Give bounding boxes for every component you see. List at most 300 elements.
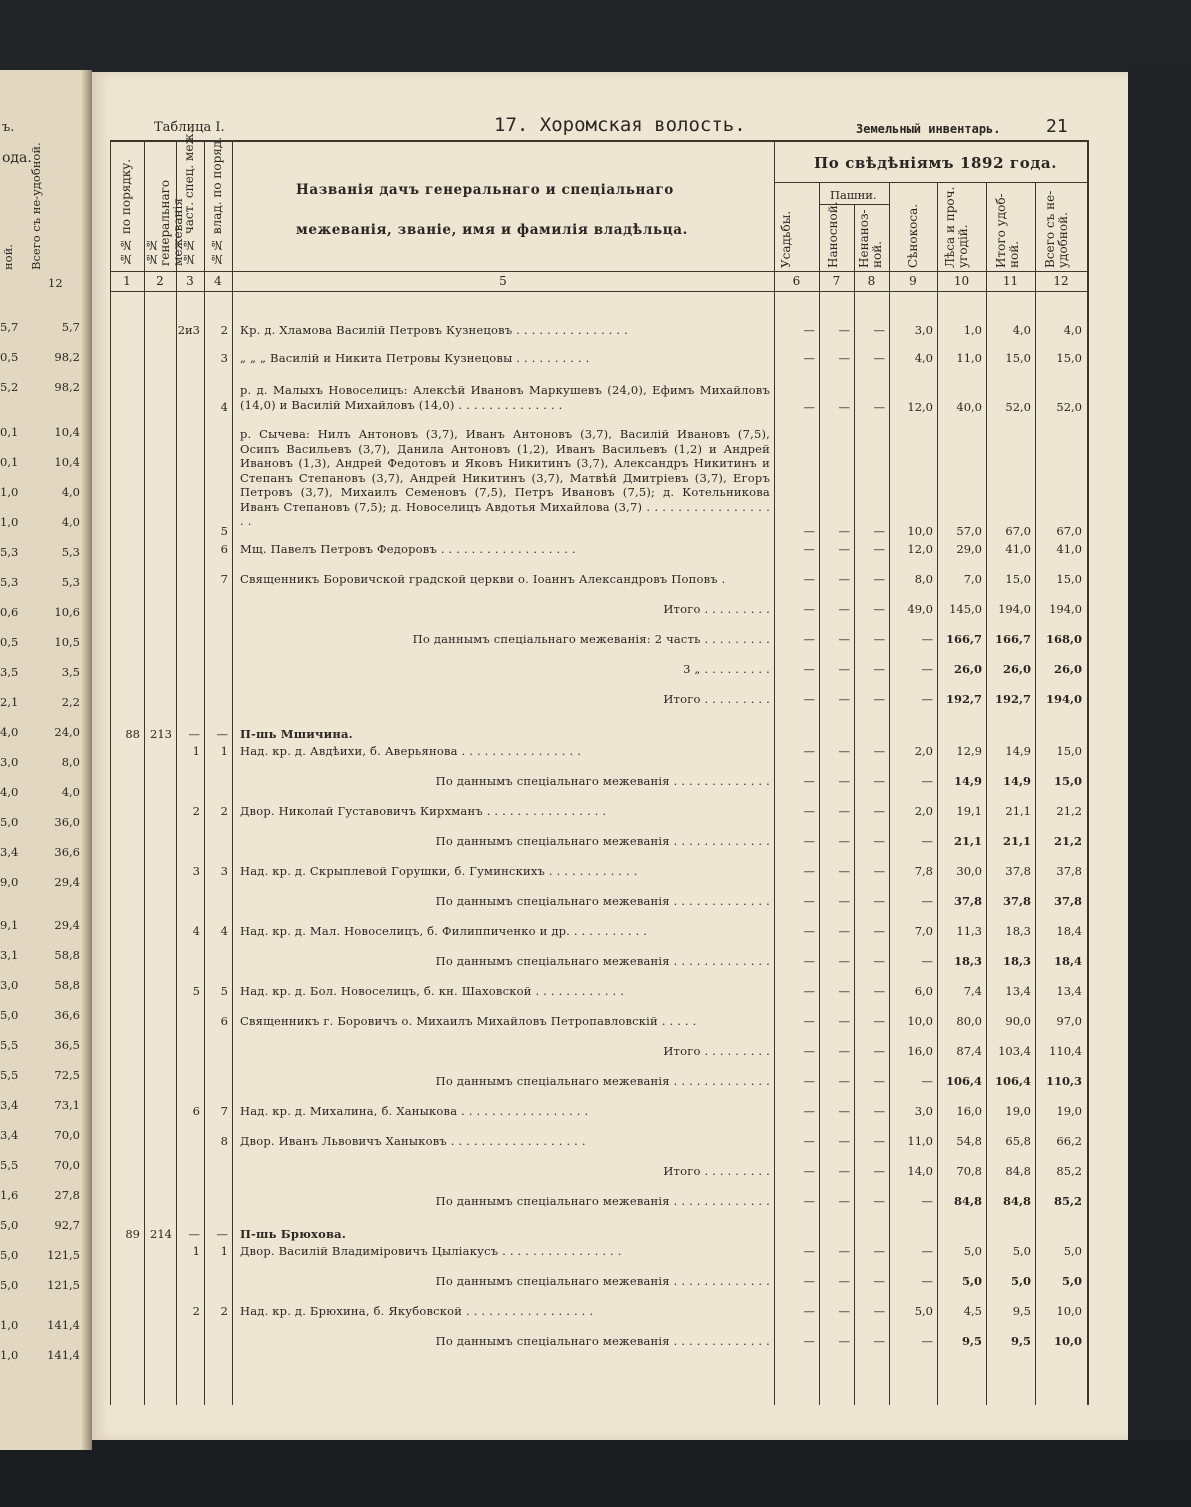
row-18-c11: 18,3	[1002, 954, 1031, 968]
group-title: По свѣдѣніямъ 1892 года.	[814, 154, 1058, 172]
left-value-b-1: 98,2	[54, 350, 80, 364]
row-4-c7: —	[838, 542, 850, 556]
col-number-5: 5	[499, 274, 507, 288]
col-number-10: 10	[953, 274, 970, 288]
row-1-c10: 11,0	[956, 351, 982, 365]
row-14-c7: —	[838, 834, 850, 848]
row-12-c10: 14,9	[953, 774, 982, 788]
row-30-c7: —	[838, 1304, 850, 1318]
row-24-c10: 54,8	[956, 1134, 982, 1148]
row-20-c6: —	[803, 1014, 815, 1028]
row-13-c8: —	[873, 804, 885, 818]
row-23-c8: —	[873, 1104, 885, 1118]
row-2-c10: 40,0	[956, 400, 982, 414]
row-13-c6: —	[803, 804, 815, 818]
left-value-b-10: 10,5	[54, 635, 80, 649]
row-21-c8: —	[873, 1044, 885, 1058]
row-14-c8: —	[873, 834, 885, 848]
row-21-c12: 110,4	[1049, 1044, 1082, 1058]
row-9-c11: 192,7	[994, 692, 1031, 706]
col-number-1: 1	[123, 274, 131, 288]
row-11-c6: —	[803, 744, 815, 758]
left-header-fragment: ъ.	[2, 120, 15, 135]
left-value-b-11: 3,5	[61, 665, 80, 679]
row-22-c12: 110,3	[1045, 1074, 1082, 1088]
row-14-c11: 21,1	[1002, 834, 1031, 848]
left-value-a-35: 1,0	[0, 1348, 19, 1362]
left-value-b-24: 36,5	[54, 1038, 80, 1052]
row-9-c8: —	[873, 692, 885, 706]
row-19-c8: —	[873, 984, 885, 998]
row-28-c7: —	[838, 1244, 850, 1258]
row-2-c7: —	[838, 400, 850, 414]
row-28-c6: —	[803, 1244, 815, 1258]
left-value-a-11: 3,5	[0, 665, 19, 679]
row-30-description: Над. кр. д. Брюхина, б. Якубовской . . . . . . . . . . . . . . . . .	[240, 1304, 594, 1318]
row-12-c7: —	[838, 774, 850, 788]
row-5-c6: —	[803, 572, 815, 586]
left-value-a-10: 0,5	[0, 635, 19, 649]
document-page	[92, 72, 1128, 1440]
col-number-6: 6	[792, 274, 801, 288]
row-2-c4: 4	[220, 400, 228, 414]
row-29-c10: 5,0	[961, 1274, 982, 1288]
row-2-c11: 52,0	[1005, 400, 1031, 414]
left-value-b-17: 36,6	[54, 845, 80, 859]
row-10-c2: 213	[150, 727, 172, 741]
left-value-b-26: 73,1	[54, 1098, 80, 1112]
row-26-c8: —	[873, 1194, 885, 1208]
row-28-c10: 5,0	[963, 1244, 982, 1258]
row-5-description: Священникъ Боровичской градской церкви о. Іоаннъ Александровъ Поповъ .	[240, 572, 726, 586]
left-value-b-6: 4,0	[61, 515, 80, 529]
col-number-2: 2	[156, 274, 164, 288]
left-value-b-0: 5,7	[61, 320, 80, 334]
row-22-description: По даннымъ спеціальнаго межеванія . . . . . . . . . . . . .	[435, 1074, 770, 1088]
left-value-a-29: 1,6	[0, 1188, 19, 1202]
row-16-description: По даннымъ спеціальнаго межеванія . . . . . . . . . . . . .	[435, 894, 770, 908]
row-30-c9: 5,0	[914, 1304, 933, 1318]
row-3-c7: —	[838, 524, 850, 538]
row-26-c6: —	[803, 1194, 815, 1208]
col-header-3: №№ част. спец. меж.	[182, 129, 196, 266]
left-value-b-8: 5,3	[61, 575, 80, 589]
row-17-c12: 18,4	[1056, 924, 1082, 938]
row-8-c6: —	[803, 662, 815, 676]
left-value-b-29: 27,8	[54, 1188, 80, 1202]
row-22-c6: —	[803, 1074, 815, 1088]
row-9-description: Итого . . . . . . . . .	[663, 692, 770, 706]
row-8-description: 3 „ . . . . . . . . .	[683, 662, 770, 676]
row-5-c9: 8,0	[914, 572, 933, 586]
row-30-c12: 10,0	[1056, 1304, 1082, 1318]
left-value-b-16: 36,0	[54, 815, 80, 829]
row-5-c8: —	[873, 572, 885, 586]
row-7-c12: 168,0	[1045, 632, 1082, 646]
left-value-a-2: 5,2	[0, 380, 19, 394]
left-value-a-18: 9,0	[0, 875, 19, 889]
row-19-c4: 5	[220, 984, 228, 998]
row-22-c10: 106,4	[945, 1074, 982, 1088]
row-18-c8: —	[873, 954, 885, 968]
row-4-c9: 12,0	[907, 542, 933, 556]
row-12-c8: —	[873, 774, 885, 788]
left-value-a-25: 5,5	[0, 1068, 19, 1082]
row-24-c9: 11,0	[907, 1134, 933, 1148]
row-0-c7: —	[838, 323, 850, 337]
row-31-description: По даннымъ спеціальнаго межеванія . . . . . . . . . . . . .	[435, 1334, 770, 1348]
row-22-c11: 106,4	[994, 1074, 1031, 1088]
left-value-a-6: 1,0	[0, 515, 19, 529]
row-4-c10: 29,0	[956, 542, 982, 556]
left-value-b-18: 29,4	[54, 875, 80, 889]
row-30-c4: 2	[220, 1304, 228, 1318]
row-8-c8: —	[873, 662, 885, 676]
row-20-c9: 10,0	[907, 1014, 933, 1028]
col-header-pashni: Пашни.	[830, 188, 877, 202]
row-29-c7: —	[838, 1274, 850, 1288]
left-value-b-14: 8,0	[61, 755, 80, 769]
row-24-c4: 8	[220, 1134, 228, 1148]
left-value-a-4: 0,1	[0, 455, 19, 469]
row-11-c3: 1	[192, 744, 200, 758]
col-header-6: Усадьбы.	[779, 210, 793, 268]
row-28-description: Двор. Василій Владиміровичъ Цыліакусъ . . . . . . . . . . . . . . . .	[240, 1244, 622, 1258]
row-19-description: Над. кр. д. Бол. Новоселицъ, б. кн. Шаховской . . . . . . . . . . . .	[240, 984, 625, 998]
row-0-c6: —	[803, 323, 815, 337]
col-line-4	[232, 140, 233, 1405]
left-value-b-21: 58,8	[54, 948, 80, 962]
row-8-c12: 26,0	[1053, 662, 1082, 676]
row-14-c9: —	[921, 834, 933, 848]
row-20-c7: —	[838, 1014, 850, 1028]
row-6-c10: 145,0	[949, 602, 982, 616]
row-2-c12: 52,0	[1056, 400, 1082, 414]
row-21-c7: —	[838, 1044, 850, 1058]
row-6-description: Итого . . . . . . . . .	[663, 602, 770, 616]
row-15-description: Над. кр. д. Скрыплевой Горушки, б. Гуминскихъ . . . . . . . . . . . .	[240, 864, 638, 878]
row-17-c11: 18,3	[1005, 924, 1031, 938]
row-10-c3: —	[188, 727, 200, 741]
col-number-7: 7	[832, 274, 841, 288]
left-value-a-23: 5,0	[0, 1008, 19, 1022]
row-28-c12: 5,0	[1063, 1244, 1082, 1258]
left-value-a-32: 5,0	[0, 1278, 19, 1292]
row-15-c11: 37,8	[1005, 864, 1031, 878]
row-9-c6: —	[803, 692, 815, 706]
row-8-c10: 26,0	[953, 662, 982, 676]
book-spine	[82, 70, 92, 1450]
row-31-c10: 9,5	[961, 1334, 982, 1348]
row-15-c9: 7,8	[914, 864, 933, 878]
row-3-c4: 5	[220, 524, 228, 538]
row-23-c10: 16,0	[956, 1104, 982, 1118]
row-23-c7: —	[838, 1104, 850, 1118]
col-line-1	[144, 140, 145, 1405]
row-15-c7: —	[838, 864, 850, 878]
row-27-heading: П-шь Брюхова.	[240, 1227, 347, 1241]
row-5-c10: 7,0	[963, 572, 982, 586]
row-27-c1: 89	[125, 1227, 140, 1241]
left-page-fragment	[0, 70, 92, 1450]
left-value-b-28: 70,0	[54, 1158, 80, 1172]
row-21-c11: 103,4	[998, 1044, 1031, 1058]
row-3-c12: 67,0	[1056, 524, 1082, 538]
row-5-c4: 7	[220, 572, 228, 586]
row-8-c7: —	[838, 662, 850, 676]
row-9-c7: —	[838, 692, 850, 706]
left-value-a-5: 1,0	[0, 485, 19, 499]
row-2-c8: —	[873, 400, 885, 414]
row-25-c8: —	[873, 1164, 885, 1178]
row-1-c11: 15,0	[1005, 351, 1031, 365]
row-20-c8: —	[873, 1014, 885, 1028]
col-line-8	[889, 182, 890, 1405]
left-value-b-15: 4,0	[61, 785, 80, 799]
row-16-c8: —	[873, 894, 885, 908]
row-19-c10: 7,4	[963, 984, 982, 998]
row-12-c11: 14,9	[1002, 774, 1031, 788]
row-5-c11: 15,0	[1005, 572, 1031, 586]
left-value-a-7: 5,3	[0, 545, 19, 559]
row-17-c9: 7,0	[914, 924, 933, 938]
row-3-description: р. Сычева: Нилъ Антоновъ (3,7), Иванъ Антоновъ (3,7), Василій Ивановъ (7,5), Осипъ Васильевъ (3,7), Данила Антоновъ (1,2), Иванъ Васильевъ (1,2) и Андрей Ивановъ (1,3), Андрей Федотовъ и Яковъ Никитинъ (3,7), Александръ Никитинъ и Степанъ Степановъ (3,7), Андрей Никитинъ (3,7), Матвѣй Дмитріевъ (3,7), Егоръ Петровъ (3,7), Михаилъ Семеновъ (7,5), Петръ Ивановъ (7,5); д. Котельникова Иванъ Степановъ (7,5); д. Новоселицъ Авдотья Михайлова (3,7) . . . . . . . . . . . . . . . . . .	[240, 427, 770, 528]
row-16-c6: —	[803, 894, 815, 908]
col-line-10	[986, 182, 987, 1405]
row-25-c7: —	[838, 1164, 850, 1178]
row-8-c9: —	[921, 662, 933, 676]
section-title: Земельный инвентарь.	[856, 122, 1001, 136]
left-value-a-22: 3,0	[0, 978, 19, 992]
scan-background-right	[1127, 60, 1191, 1460]
left-value-a-13: 4,0	[0, 725, 19, 739]
left-value-b-4: 10,4	[54, 455, 80, 469]
row-13-c7: —	[838, 804, 850, 818]
left-value-a-17: 3,4	[0, 845, 19, 859]
row-14-c10: 21,1	[953, 834, 982, 848]
row-7-c8: —	[873, 632, 885, 646]
col-line-6	[819, 182, 820, 1405]
left-value-a-15: 4,0	[0, 785, 19, 799]
row-28-c8: —	[873, 1244, 885, 1258]
row-15-c12: 37,8	[1056, 864, 1082, 878]
row-12-c6: —	[803, 774, 815, 788]
row-4-c8: —	[873, 542, 885, 556]
row-3-c10: 57,0	[956, 524, 982, 538]
row-22-c9: —	[921, 1074, 933, 1088]
row-23-c3: 6	[192, 1104, 200, 1118]
scan-background-top	[0, 0, 1191, 78]
left-value-a-28: 5,5	[0, 1158, 19, 1172]
row-17-c8: —	[873, 924, 885, 938]
row-24-c8: —	[873, 1134, 885, 1148]
row-20-c4: 6	[220, 1014, 228, 1028]
table-top-rule	[110, 140, 1087, 142]
col-header-9: Сѣнокоса.	[906, 203, 920, 268]
row-23-c11: 19,0	[1005, 1104, 1031, 1118]
row-0-c3: 2и3	[177, 323, 200, 337]
left-value-a-0: 5,7	[0, 320, 19, 334]
row-26-description: По даннымъ спеціальнаго межеванія . . . . . . . . . . . . .	[435, 1194, 770, 1208]
left-header-fragment-2: ода.	[2, 150, 32, 166]
row-31-c8: —	[873, 1334, 885, 1348]
row-22-c8: —	[873, 1074, 885, 1088]
row-6-c9: 49,0	[907, 602, 933, 616]
row-6-c8: —	[873, 602, 885, 616]
row-20-c12: 97,0	[1056, 1014, 1082, 1028]
row-13-c9: 2,0	[914, 804, 933, 818]
left-value-b-27: 70,0	[54, 1128, 80, 1142]
row-11-c8: —	[873, 744, 885, 758]
row-25-c9: 14,0	[907, 1164, 933, 1178]
row-17-c10: 11,3	[956, 924, 982, 938]
left-value-a-31: 5,0	[0, 1248, 19, 1262]
left-value-b-3: 10,4	[54, 425, 80, 439]
row-6-c7: —	[838, 602, 850, 616]
row-2-description: р. д. Малыхъ Новоселицъ: Алексѣй Ивановъ Маркушевъ (24,0), Ефимъ Михайловъ (14,0) и Василій Михайловъ (14,0) . . . . . . . . . . . . . .	[240, 383, 770, 412]
row-1-c12: 15,0	[1056, 351, 1082, 365]
row-28-c9: —	[921, 1244, 933, 1258]
row-24-c6: —	[803, 1134, 815, 1148]
row-31-c11: 9,5	[1010, 1334, 1031, 1348]
row-6-c6: —	[803, 602, 815, 616]
row-15-c8: —	[873, 864, 885, 878]
row-15-c3: 3	[192, 864, 200, 878]
left-value-b-31: 121,5	[47, 1248, 80, 1262]
row-25-c11: 84,8	[1005, 1164, 1031, 1178]
row-17-c6: —	[803, 924, 815, 938]
row-23-c9: 3,0	[914, 1104, 933, 1118]
left-value-b-12: 2,2	[61, 695, 80, 709]
row-18-c10: 18,3	[953, 954, 982, 968]
row-16-c11: 37,8	[1002, 894, 1031, 908]
row-24-c7: —	[838, 1134, 850, 1148]
col-number-11: 11	[1002, 274, 1019, 288]
row-0-c10: 1,0	[963, 323, 982, 337]
col-header-12: Всего съ не-удобной.	[1043, 190, 1070, 268]
row-26-c11: 84,8	[1002, 1194, 1031, 1208]
left-value-a-20: 9,1	[0, 918, 19, 932]
row-7-c11: 166,7	[994, 632, 1031, 646]
row-24-c11: 65,8	[1005, 1134, 1031, 1148]
row-27-c3: —	[188, 1227, 200, 1241]
row-24-description: Двор. Иванъ Львовичъ Ханыковъ . . . . . . . . . . . . . . . . . .	[240, 1134, 586, 1148]
row-1-description: „ „ „ Василій и Никита Петровы Кузнецовы . . . . . . . . . .	[240, 351, 590, 365]
row-30-c11: 9,5	[1012, 1304, 1031, 1318]
row-18-c6: —	[803, 954, 815, 968]
row-19-c6: —	[803, 984, 815, 998]
col-line-12	[1087, 140, 1089, 1405]
header-bottom-rule	[110, 271, 1087, 272]
row-7-description: По даннымъ спеціальнаго межеванія: 2 часть . . . . . . . . .	[412, 632, 770, 646]
row-16-c10: 37,8	[953, 894, 982, 908]
row-10-c4: —	[216, 727, 228, 741]
row-4-description: Мщ. Павелъ Петровъ Федоровъ . . . . . . . . . . . . . . . . . .	[240, 542, 576, 556]
row-1-c9: 4,0	[914, 351, 933, 365]
col-number-4: 4	[214, 274, 222, 288]
row-16-c9: —	[921, 894, 933, 908]
page-title: 17. Хоромская волость.	[494, 114, 746, 136]
row-31-c7: —	[838, 1334, 850, 1348]
row-30-c8: —	[873, 1304, 885, 1318]
left-value-b-35: 141,4	[47, 1348, 80, 1362]
col-header-11: Итого удоб-ной.	[994, 193, 1021, 268]
row-31-c12: 10,0	[1053, 1334, 1082, 1348]
row-29-description: По даннымъ спеціальнаго межеванія . . . . . . . . . . . . .	[435, 1274, 770, 1288]
row-18-c7: —	[838, 954, 850, 968]
col-line-9	[937, 182, 938, 1405]
row-19-c3: 5	[192, 984, 200, 998]
left-col-header-partial: ной.	[1, 244, 15, 270]
col-header-5-line2: межеванія, званіе, имя и фамилія владѣльца.	[296, 222, 688, 238]
row-14-c6: —	[803, 834, 815, 848]
row-25-c6: —	[803, 1164, 815, 1178]
row-11-description: Над. кр. д. Авдѣихи, б. Аверьянова . . . . . . . . . . . . . . . .	[240, 744, 582, 758]
row-21-c10: 87,4	[956, 1044, 982, 1058]
left-value-a-21: 3,1	[0, 948, 19, 962]
left-value-a-12: 2,1	[0, 695, 19, 709]
scan-background-bottom	[0, 1440, 1191, 1507]
left-value-a-24: 5,5	[0, 1038, 19, 1052]
row-29-c6: —	[803, 1274, 815, 1288]
row-0-c11: 4,0	[1012, 323, 1031, 337]
row-31-c9: —	[921, 1334, 933, 1348]
left-value-a-14: 3,0	[0, 755, 19, 769]
left-value-a-30: 5,0	[0, 1218, 19, 1232]
col-number-9: 9	[909, 274, 917, 288]
row-21-c9: 16,0	[907, 1044, 933, 1058]
row-27-c4: —	[216, 1227, 228, 1241]
left-value-b-20: 29,4	[54, 918, 80, 932]
row-2-c6: —	[803, 400, 815, 414]
row-28-c4: 1	[220, 1244, 228, 1258]
row-29-c9: —	[921, 1274, 933, 1288]
row-19-c11: 13,4	[1005, 984, 1031, 998]
row-4-c4: 6	[220, 542, 228, 556]
row-30-c6: —	[803, 1304, 815, 1318]
row-19-c12: 13,4	[1056, 984, 1082, 998]
row-10-heading: П-шь Мшичина.	[240, 727, 353, 741]
row-6-c12: 194,0	[1049, 602, 1082, 616]
row-23-c4: 7	[220, 1104, 228, 1118]
row-3-c8: —	[873, 524, 885, 538]
row-23-description: Над. кр. д. Михалина, б. Ханыкова . . . . . . . . . . . . . . . . .	[240, 1104, 589, 1118]
colnum-bottom-rule	[110, 291, 1087, 292]
row-13-c4: 2	[220, 804, 228, 818]
left-value-b-9: 10,6	[54, 605, 80, 619]
row-11-c12: 15,0	[1056, 744, 1082, 758]
left-value-b-30: 92,7	[54, 1218, 80, 1232]
row-0-c4: 2	[220, 323, 228, 337]
row-15-c10: 30,0	[956, 864, 982, 878]
row-5-c12: 15,0	[1056, 572, 1082, 586]
row-3-c9: 10,0	[907, 524, 933, 538]
row-13-description: Двор. Николай Густавовичъ Кирхманъ . . . . . . . . . . . . . . . .	[240, 804, 607, 818]
left-value-b-34: 141,4	[47, 1318, 80, 1332]
row-17-description: Над. кр. д. Мал. Новоселицъ, б. Филиппиченко и др. . . . . . . . . . .	[240, 924, 648, 938]
row-11-c7: —	[838, 744, 850, 758]
row-21-description: Итого . . . . . . . . .	[663, 1044, 770, 1058]
row-19-c7: —	[838, 984, 850, 998]
row-21-c6: —	[803, 1044, 815, 1058]
row-1-c7: —	[838, 351, 850, 365]
row-1-c8: —	[873, 351, 885, 365]
col-header-10: Лѣса и проч. угодій.	[943, 186, 970, 268]
row-24-c12: 66,2	[1056, 1134, 1082, 1148]
row-28-c11: 5,0	[1012, 1244, 1031, 1258]
row-19-c9: 6,0	[914, 984, 933, 998]
row-25-c12: 85,2	[1056, 1164, 1082, 1178]
